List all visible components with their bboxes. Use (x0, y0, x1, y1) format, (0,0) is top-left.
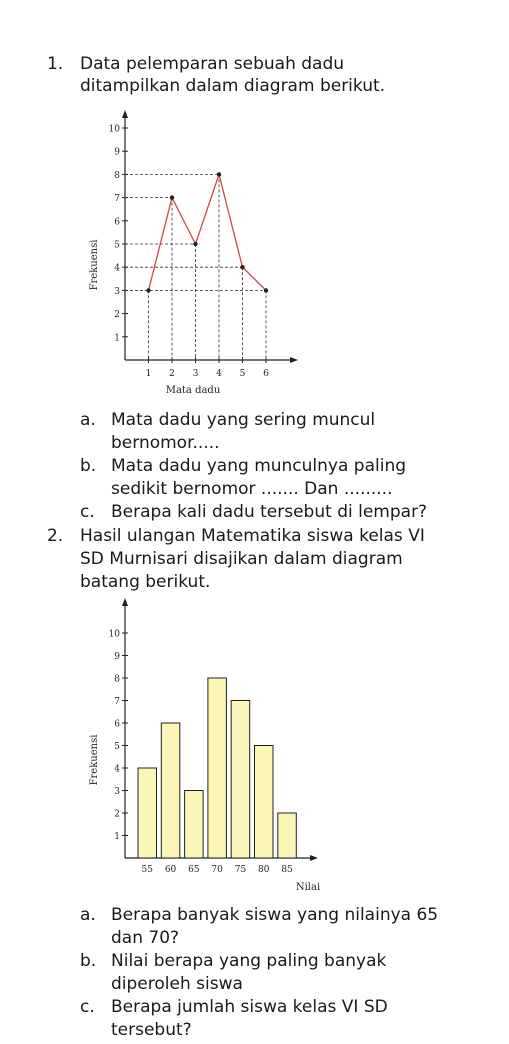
sub-text-line: Berapa banyak siswa yang nilainya 65 (111, 905, 439, 925)
y-tick-label: 2 (114, 310, 120, 321)
x-tick-label: 4 (216, 369, 222, 379)
sub-letter: b. (80, 951, 97, 971)
x-tick-label: 70 (211, 865, 223, 875)
y-axis-label: Frekuensi (89, 239, 100, 291)
x-tick-label: 65 (188, 865, 200, 875)
x-tick-label: 75 (234, 865, 247, 875)
x-axis-label: Mata dadu (165, 385, 221, 396)
sub-text-line: Mata dadu yang munculnya paling (111, 456, 407, 476)
y-tick-label: 3 (114, 787, 120, 797)
x-tick-label: 1 (145, 369, 152, 379)
sub-letter: c. (80, 502, 95, 522)
y-tick-label: 1 (114, 832, 120, 842)
sub-text-line: Berapa jumlah siswa kelas VI SD (111, 997, 388, 1017)
y-tick-label: 9 (114, 147, 120, 158)
sub-text-line: Nilai berapa yang paling banyak (111, 951, 387, 971)
y-tick-label: 8 (114, 170, 120, 181)
x-axis-arrow-icon (310, 855, 318, 861)
sub-letter: a. (80, 410, 96, 430)
sub-letter: b. (80, 456, 97, 476)
question-text-line: ditampilkan dalam diagram berikut. (80, 76, 386, 96)
y-tick-label: 3 (114, 286, 120, 297)
y-tick-label: 10 (108, 629, 120, 640)
sub-letter: c. (80, 997, 95, 1017)
y-tick-label: 7 (114, 194, 120, 205)
bar (278, 813, 297, 858)
y-tick-label: 7 (114, 697, 120, 707)
x-axis-label: Nilai (295, 882, 321, 893)
question-text-line: Hasil ulangan Matematika siswa kelas VI (80, 526, 425, 546)
sub-text-line: Berapa kali dadu tersebut di lempar? (111, 502, 428, 522)
sub-text-line: tersebut? (111, 1020, 192, 1040)
y-tick-label: 10 (108, 124, 120, 135)
question-text-line: SD Murnisari disajikan dalam diagram (80, 549, 403, 569)
y-tick-label: 8 (114, 674, 120, 685)
y-tick-label: 4 (114, 764, 120, 775)
x-tick-label: 5 (239, 369, 246, 379)
bar (255, 746, 274, 859)
sub-text-line: sedikit bernomor ....... Dan ......... (111, 479, 393, 499)
sub-letter: a. (80, 905, 96, 925)
y-tick-label: 2 (114, 809, 120, 820)
y-tick-label: 4 (114, 263, 120, 274)
sub-text-line: diperoleh siswa (111, 974, 243, 994)
y-tick-label: 1 (114, 333, 120, 344)
y-tick-label: 5 (114, 742, 120, 752)
y-axis-arrow-icon (122, 598, 128, 606)
bar (161, 723, 180, 858)
sub-text-line: bernomor..... (111, 433, 220, 453)
y-tick-label: 6 (114, 217, 120, 228)
bar (231, 701, 250, 859)
x-tick-label: 6 (263, 369, 269, 379)
question-number: 1. (47, 54, 64, 74)
sub-text-line: Mata dadu yang sering muncul (111, 410, 376, 430)
bar (208, 678, 227, 858)
y-tick-label: 6 (114, 719, 120, 730)
y-tick-label: 9 (114, 652, 120, 662)
y-tick-label: 5 (114, 240, 120, 251)
x-tick-label: 80 (258, 865, 270, 875)
y-axis-label: Frekuensi (89, 734, 100, 786)
bar (138, 768, 157, 858)
question-text-line: Data pelemparan sebuah dadu (80, 54, 345, 74)
x-tick-label: 85 (281, 865, 293, 875)
bar (185, 791, 204, 859)
x-tick-label: 55 (141, 865, 153, 875)
x-tick-label: 2 (169, 369, 175, 379)
x-tick-label: 3 (192, 369, 199, 379)
sub-text-line: dan 70? (111, 928, 180, 948)
x-tick-label: 60 (164, 865, 177, 875)
question-number: 2. (47, 526, 64, 546)
question-text-line: batang berikut. (80, 572, 211, 592)
